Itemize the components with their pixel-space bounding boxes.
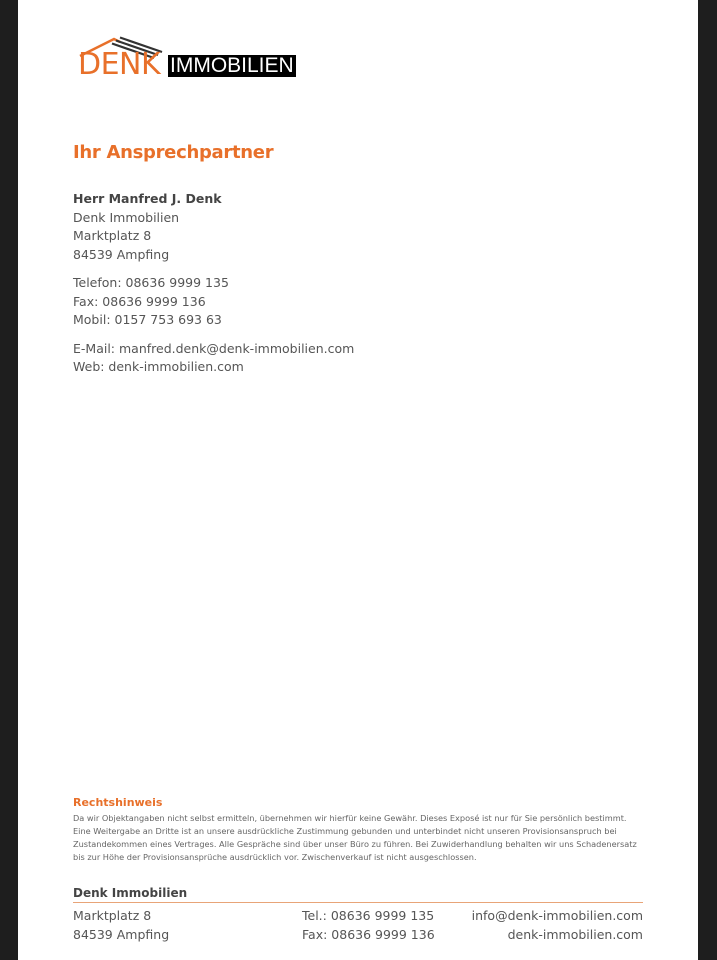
company-logo [78, 36, 318, 84]
footer-street: Marktplatz 8 [73, 908, 152, 923]
contact-phone[interactable]: Telefon: 08636 9999 135 [73, 275, 229, 290]
footer-address [73, 907, 169, 944]
footer-city: 84539 Ampfing [73, 926, 170, 942]
contact-address-group [73, 190, 354, 264]
contact-phone-group [73, 274, 354, 330]
footer-web-link[interactable]: denk-immobilien.com [507, 926, 643, 942]
contact-fax: Fax: 08636 9999 136 [73, 293, 206, 309]
logo-brand-text: DENK [78, 47, 161, 82]
footer-fax: Fax: 08636 9999 136 [302, 926, 435, 942]
contact-city: 84539 Ampfing [73, 246, 170, 262]
contact-mobile[interactable]: Mobil: 0157 753 693 63 [73, 312, 222, 327]
contact-company: Denk Immobilien [73, 209, 180, 225]
footer-online [472, 907, 643, 944]
contact-block [73, 190, 354, 387]
footer-company: Denk Immobilien [73, 886, 643, 903]
logo-suffix-text: IMMOBILIEN [170, 54, 294, 77]
contact-email-link[interactable]: E-Mail: manfred.denk@denk-immobilien.com [73, 340, 355, 356]
footer-phone[interactable]: Tel.: 08636 9999 135 [302, 908, 435, 923]
footer-phones [302, 907, 435, 944]
legal-text-1: Da wir Objektangaben nicht selbst ermitteln, übernehmen wir hierfür keine Gewähr. Dieses Exposé ist nur für Sie persönlich bestimmt. [73, 813, 627, 823]
legal-text-2: Eine Weitergabe an Dritte ist an unsere ausdrückliche Zustimmung gebunden und unterbindet nicht unseren Provisionsanspruch bei Zustandekommen eines Vertrages. Alle Gespräche sind über unser Büro zu führen. Bei Zuwiderhandlung behalten wir uns Schadenersatz bis zur Höhe der Provisionsansprüche ausdrücklich vor. Zwischenverkauf ist nicht ausgeschlossen. [73, 826, 637, 862]
legal-title: Rechtshinweis [73, 796, 163, 809]
footer-email-link[interactable]: info@denk-immobilien.com [471, 908, 643, 923]
legal-notice [73, 796, 643, 864]
footer-columns [73, 907, 643, 947]
contact-name: Herr Manfred J. Denk [73, 191, 222, 206]
contact-web-link[interactable]: Web: denk-immobilien.com [73, 359, 244, 374]
page-footer [73, 886, 643, 947]
expose-page [18, 0, 698, 960]
contact-heading: Ihr Ansprechpartner [73, 142, 274, 163]
contact-online-group [73, 340, 354, 377]
contact-street: Marktplatz 8 [73, 228, 152, 243]
